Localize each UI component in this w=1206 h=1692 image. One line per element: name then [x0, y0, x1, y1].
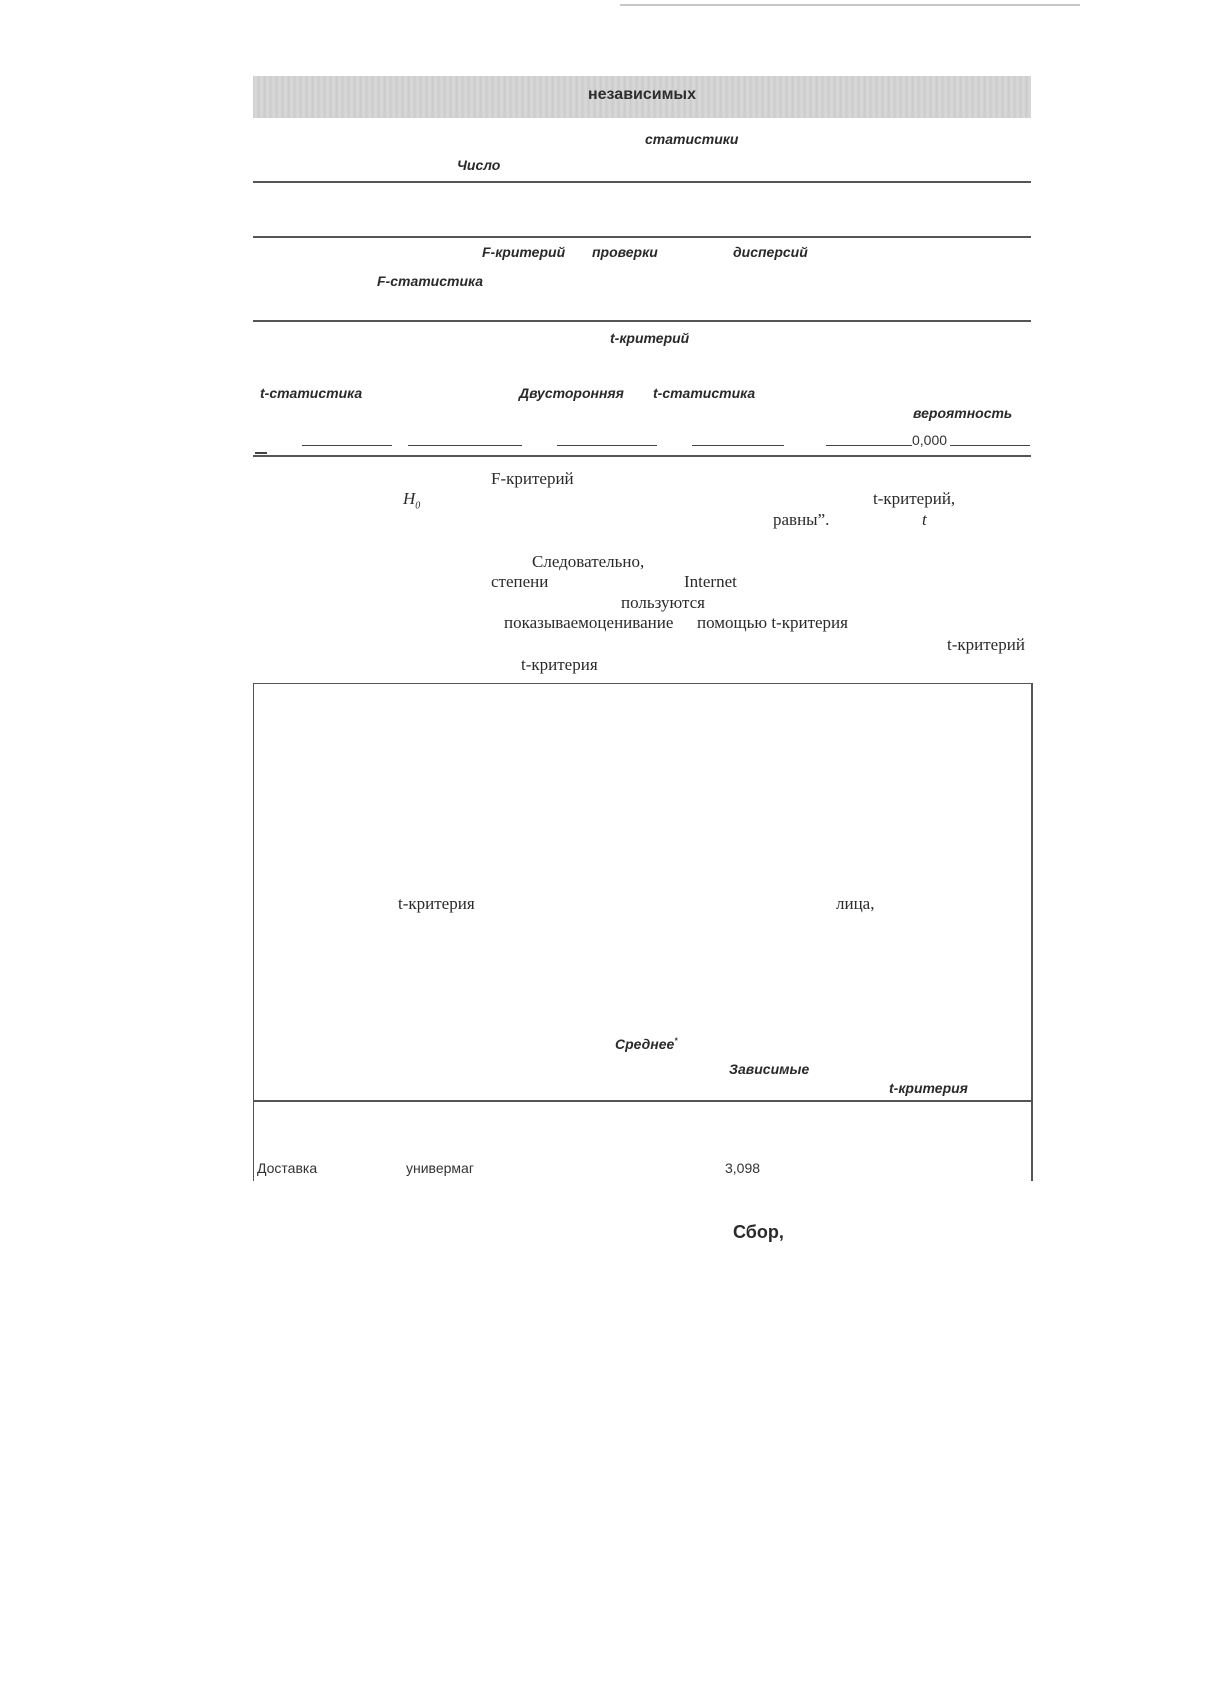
f-statistic-label: F-статистика	[377, 273, 484, 289]
statistics-label: статистики	[645, 131, 739, 147]
divider-1	[253, 181, 1031, 183]
table-title: независимых	[587, 86, 696, 103]
box-persons: лица,	[836, 894, 875, 913]
body-with-help: помощью t-критерия	[697, 613, 848, 632]
blank-line-6	[950, 445, 1030, 446]
box-right-border	[1031, 684, 1033, 1181]
box-t-test-gen: t-критерия	[398, 894, 475, 913]
check-label: проверки	[592, 244, 658, 260]
row-value: 3,098	[725, 1160, 761, 1176]
blank-line-4	[692, 445, 784, 446]
dash-mark	[255, 452, 267, 454]
box-mean-label	[615, 1036, 677, 1052]
probability-label: вероятность	[913, 405, 1013, 421]
t-statistic-mid-label: t-статистика	[653, 385, 756, 401]
body-therefore: Следовательно,	[532, 552, 645, 571]
h0-subscript: 0	[415, 500, 421, 512]
t-statistic-left-label: t-статистика	[260, 385, 363, 401]
h0-letter: H	[403, 489, 416, 508]
row-store: универмаг	[406, 1160, 474, 1176]
divider-3	[253, 320, 1031, 322]
footer-collection: Сбор,	[733, 1222, 784, 1242]
number-label: Число	[457, 157, 501, 173]
body-t-test-right: t-критерий	[947, 635, 1025, 654]
f-test-label: F-критерий	[482, 244, 566, 260]
row-label: Доставка	[257, 1160, 318, 1176]
body-t: t	[922, 510, 927, 529]
variances-label: дисперсий	[733, 244, 808, 260]
box-t-test-label: t-критерия	[889, 1080, 968, 1096]
box-dependent-label: Зависимые	[729, 1061, 810, 1077]
blank-line-1	[302, 445, 392, 446]
divider-4	[253, 455, 1031, 457]
t-test-label: t-критерий	[610, 330, 690, 346]
body-t-test-comma: t-критерий,	[873, 489, 956, 508]
box-inner-divider	[254, 1100, 1032, 1102]
probability-value: 0,000	[912, 432, 948, 448]
body-f-test: F-критерий	[491, 469, 574, 488]
two-sided-label: Двусторонняя	[519, 385, 624, 401]
body-h0	[403, 489, 420, 511]
body-degree: степени	[491, 572, 549, 591]
example-box	[253, 683, 1033, 1181]
divider-2	[253, 236, 1031, 238]
mean-text: Среднее	[615, 1036, 675, 1052]
table-header-band	[253, 76, 1031, 118]
body-t-test-gen: t-критерия	[521, 655, 598, 674]
top-edge-line	[620, 4, 1080, 6]
mean-asterisk: *	[674, 1036, 678, 1046]
body-internet: Internet	[684, 572, 737, 591]
body-use: пользуются	[621, 593, 705, 612]
blank-line-3	[557, 445, 657, 446]
body-shows: показываемоценивание	[504, 613, 674, 632]
blank-line-5	[826, 445, 912, 446]
body-equal: равны”.	[773, 510, 830, 529]
blank-line-2	[408, 445, 522, 446]
